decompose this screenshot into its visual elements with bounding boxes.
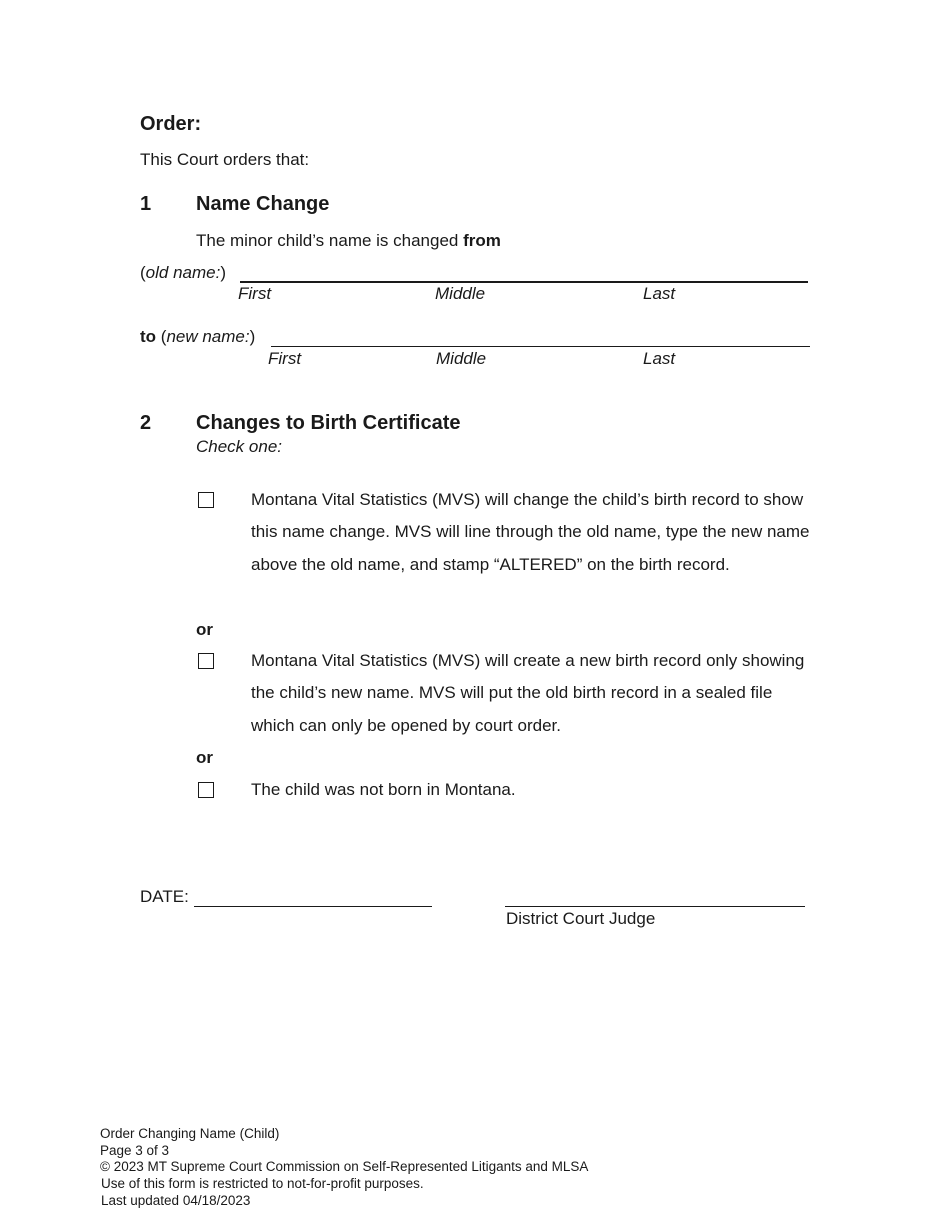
or-separator-2: or [196, 748, 213, 767]
section-1-number: 1 [140, 193, 152, 215]
new-name-first-label: First [268, 349, 302, 368]
option-2-text: Montana Vital Statistics (MVS) will create a new birth record only showing the child’s new name. MVS will put the old birth record in a sealed file which can only be opened by court order. [251, 651, 805, 735]
or-separator-1: or [196, 620, 213, 639]
new-name-close: ) [249, 327, 256, 346]
section-2-number: 2 [140, 412, 152, 434]
option-1-checkbox[interactable] [198, 492, 214, 508]
new-name-last-label: Last [643, 349, 676, 368]
new-name-middle-label: Middle [436, 349, 487, 368]
footer-page-number: Page 3 of 3 [100, 1143, 170, 1158]
name-change-statement [196, 231, 501, 251]
old-name-last-label: Last [643, 284, 676, 303]
option-2-checkbox[interactable] [198, 653, 214, 669]
footer-updated: Last updated 04/18/2023 [101, 1193, 251, 1208]
old-name-middle-label: Middle [435, 284, 486, 303]
name-change-text: The minor child’s name is changed [196, 231, 464, 250]
section-2-title: Changes to Birth Certificate [196, 412, 461, 434]
order-intro: This Court orders that: [140, 150, 310, 169]
old-name-first-label: First [238, 284, 272, 303]
footer-copyright: © 2023 MT Supreme Court Commission on Self-Represented Litigants and MLSA [100, 1159, 589, 1174]
new-name-text: new name: [166, 327, 250, 346]
footer-usage: Use of this form is restricted to not-for-profit purposes. [101, 1176, 424, 1191]
old-name-text: old name: [145, 263, 221, 282]
old-name-label [140, 263, 226, 283]
new-name-open: ( [156, 327, 167, 346]
new-name-to: to [140, 327, 157, 346]
option-3-checkbox[interactable] [198, 782, 214, 798]
old-name-close: ) [220, 263, 227, 282]
date-label: DATE: [140, 887, 189, 906]
option-1-text: Montana Vital Statistics (MVS) will change the child’s birth record to show this name change. MVS will line through the old name, type the new name above the old name, and stamp “ALTERED” on the birth record. [251, 490, 810, 574]
check-one-instruction: Check one: [196, 437, 282, 456]
judge-signature-line[interactable] [505, 906, 805, 907]
name-change-from: from [463, 231, 501, 250]
new-name-label [140, 327, 255, 347]
order-heading: Order: [140, 113, 202, 135]
old-name-line[interactable] [240, 281, 808, 283]
new-name-line[interactable] [271, 346, 810, 347]
judge-label: District Court Judge [506, 909, 656, 928]
section-1-title: Name Change [196, 193, 330, 215]
old-name-open: ( [140, 263, 146, 282]
date-line[interactable] [194, 906, 432, 907]
footer-form-name: Order Changing Name (Child) [100, 1126, 280, 1141]
option-3-text: The child was not born in Montana. [251, 780, 516, 799]
